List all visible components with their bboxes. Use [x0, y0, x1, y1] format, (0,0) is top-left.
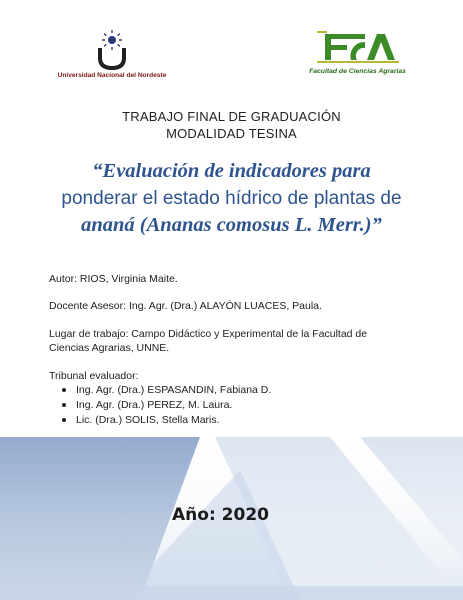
title-line-1: “Evaluación de indicadores para	[92, 160, 371, 182]
tribunal-label: Tribunal evaluador:	[49, 370, 139, 382]
heading-line-1: TRABAJO FINAL DE GRADUACIÓN	[122, 109, 341, 124]
title-line-3: ananá (Ananas comosus L. Merr.)”	[81, 214, 382, 236]
unne-logo	[52, 28, 172, 84]
advisor-line: Docente Asesor: Ing. Agr. (Dra.) ALAYÓN LUACES, Paula.	[49, 300, 322, 312]
fca-logo	[295, 26, 420, 82]
tribunal-members	[62, 383, 271, 428]
tribunal-member: Lic. (Dra.) SOLIS, Stella Maris.	[62, 413, 271, 428]
fca-name: Facultad de Ciencias Agrarias	[309, 68, 406, 75]
unne-name: Universidad Nacional del Nordeste	[57, 72, 167, 79]
author-line: Autor: RIOS, Virginia Maite.	[49, 273, 178, 285]
heading-line-2: MODALIDAD TESINA	[166, 126, 297, 141]
tribunal-member: Ing. Agr. (Dra.) ESPASANDIN, Fabiana D.	[62, 383, 271, 398]
fca-emblem-icon	[295, 26, 420, 66]
title-line-2: ponderar el estado hídrico de plantas de	[61, 188, 402, 209]
unne-emblem-icon	[52, 28, 172, 72]
workplace-line: Lugar de trabajo: Campo Didáctico y Experimental de la Facultad de Ciencias Agrarias, UNNE.	[49, 328, 368, 354]
tribunal-member: Ing. Agr. (Dra.) PEREZ, M. Laura.	[62, 398, 271, 413]
thesis-title	[40, 158, 423, 239]
year-label: Año: 2020	[172, 505, 269, 525]
